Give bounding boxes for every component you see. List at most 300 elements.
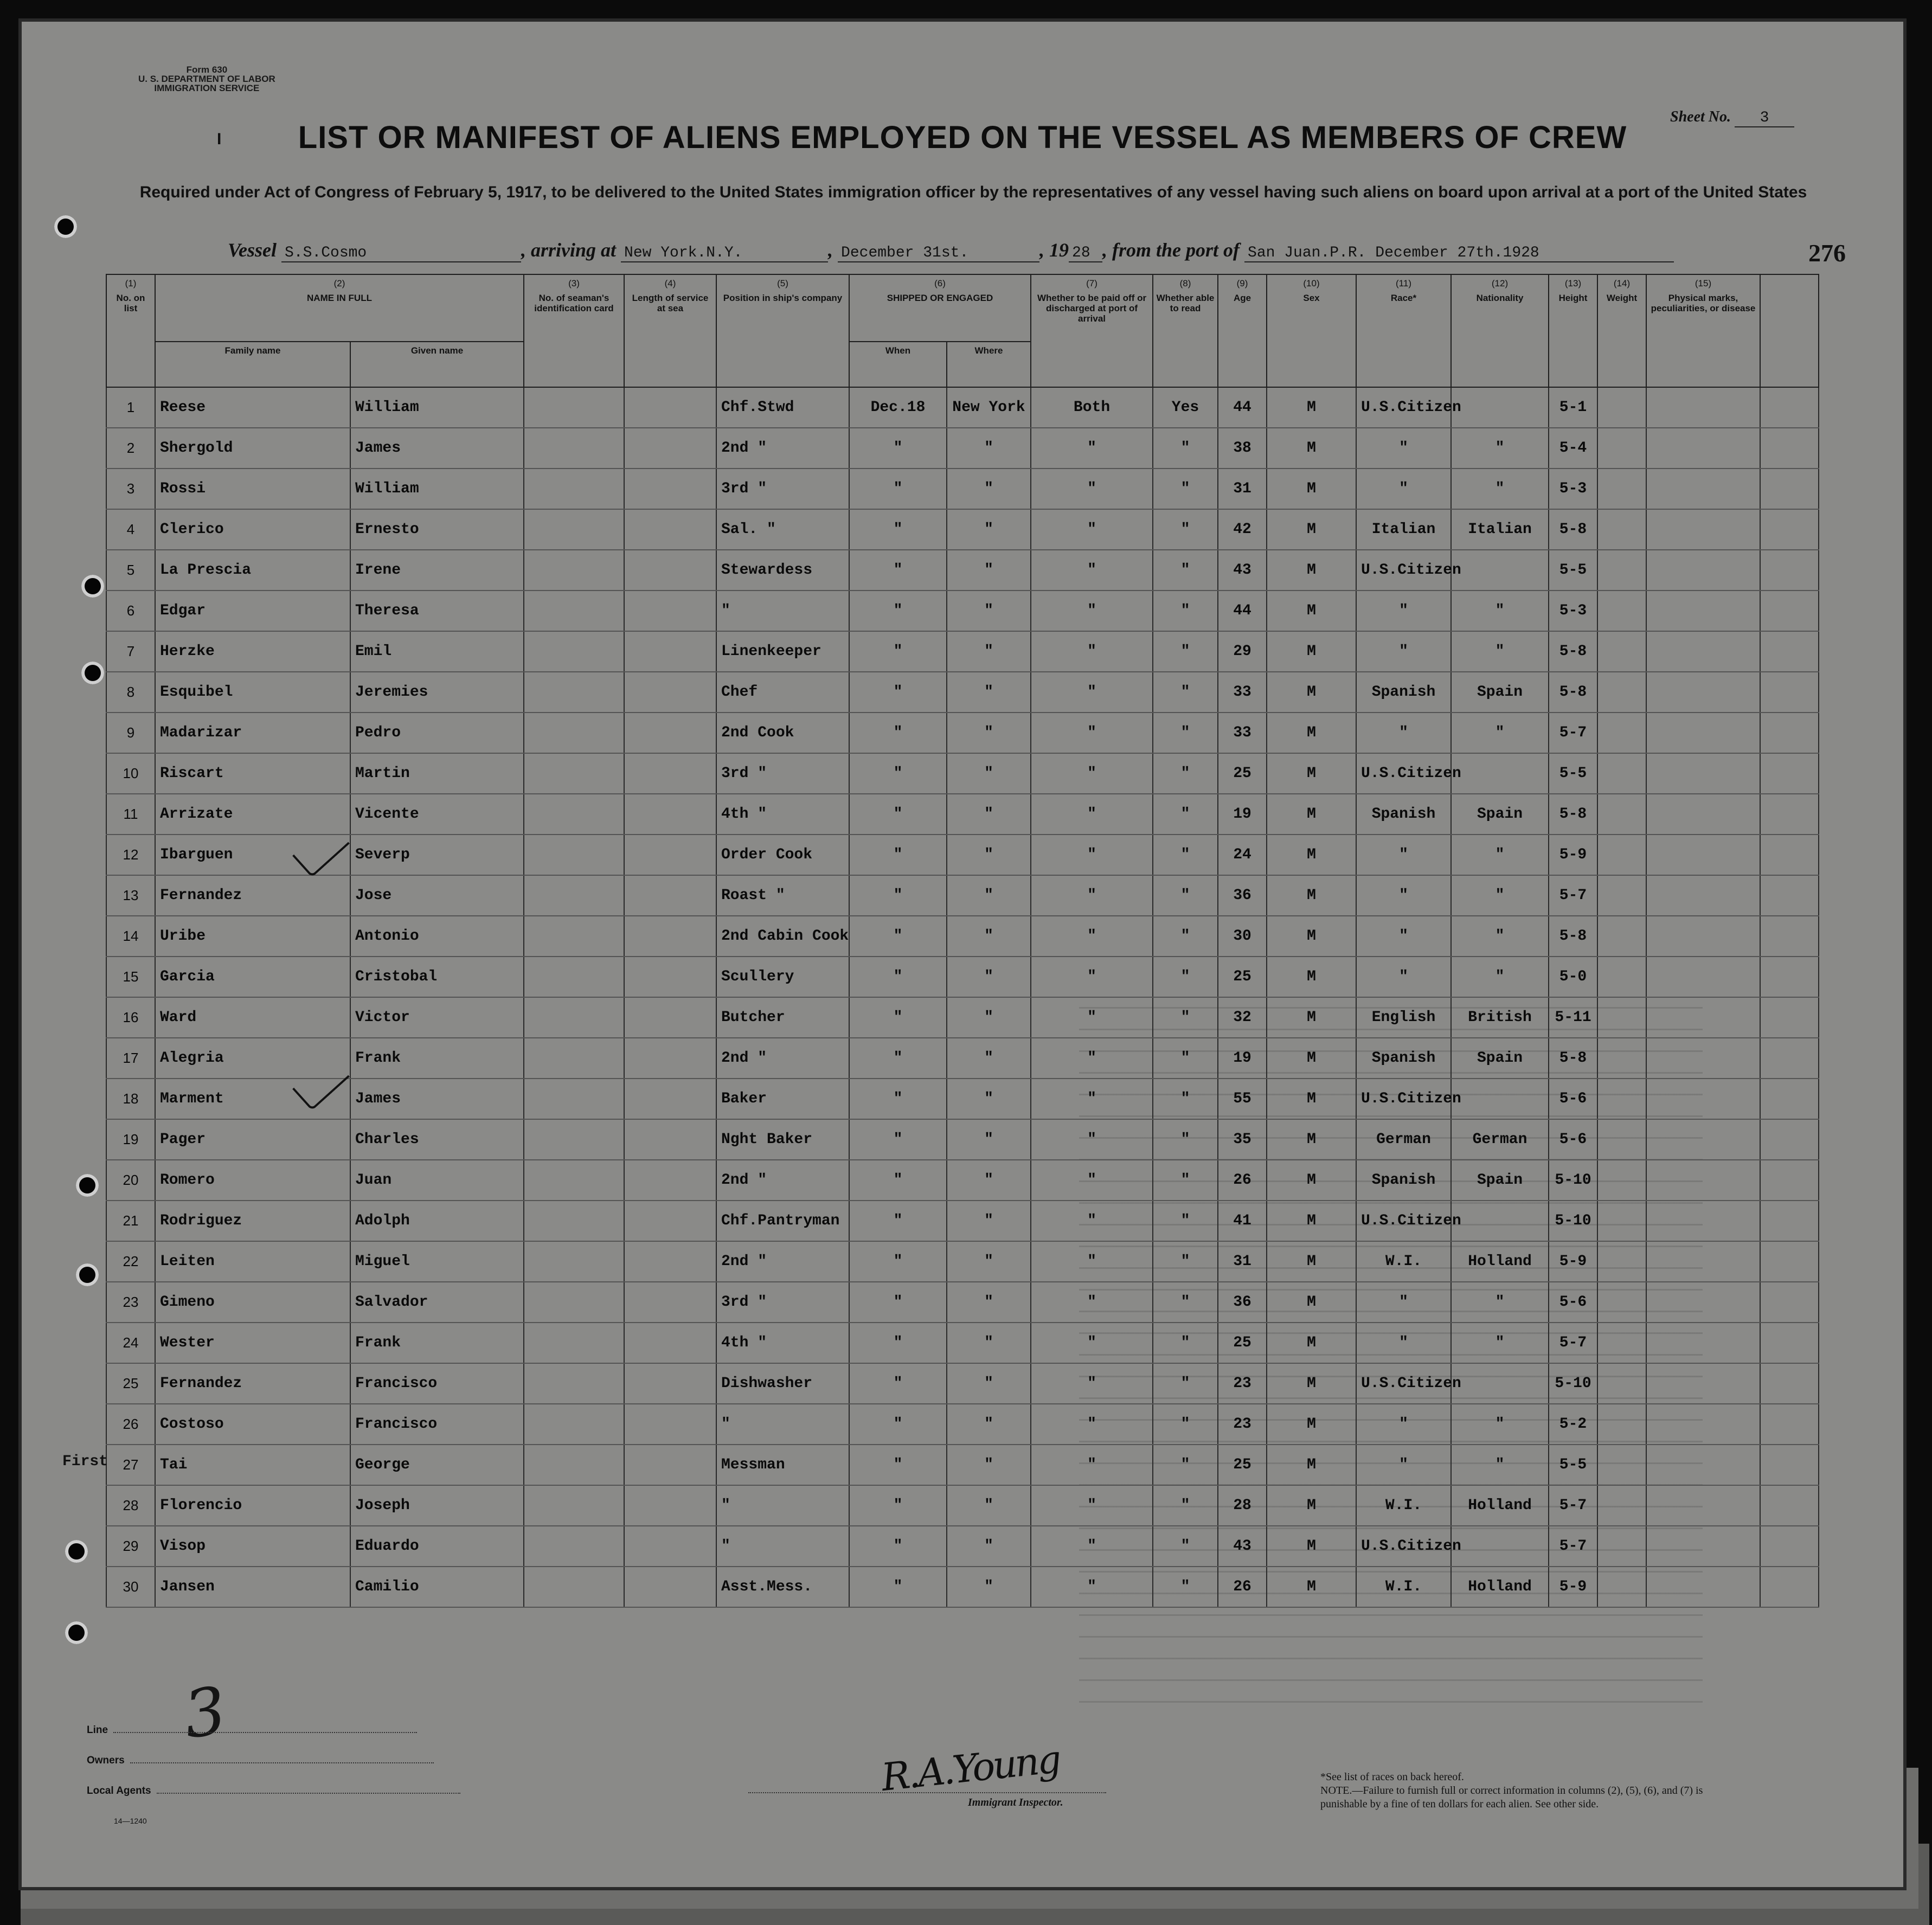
cell-race: " xyxy=(1356,1404,1451,1445)
cell-blank xyxy=(1760,631,1819,672)
cell-where: " xyxy=(947,1079,1031,1119)
cell-when: " xyxy=(849,1445,947,1485)
cell-nationality: " xyxy=(1451,957,1549,997)
footnote-races: *See list of races on back hereof. xyxy=(1320,1771,1464,1783)
cell-race: German xyxy=(1356,1119,1451,1160)
cell-weight xyxy=(1597,1567,1646,1607)
cell-height: 5-6 xyxy=(1549,1079,1597,1119)
cell-id-card xyxy=(524,1282,624,1323)
cell-service-length xyxy=(624,1160,716,1201)
cell-list-no: 16 xyxy=(106,997,155,1038)
cell-able-to-read: " xyxy=(1153,428,1218,469)
cell-position: " xyxy=(716,1485,849,1526)
cell-where: " xyxy=(947,835,1031,875)
cell-list-no: 24 xyxy=(106,1323,155,1363)
cell-able-to-read: " xyxy=(1153,713,1218,753)
cell-where: " xyxy=(947,1038,1031,1079)
cell-given-name: Frank xyxy=(350,1038,524,1079)
cell-paid-off: " xyxy=(1031,428,1153,469)
cell-able-to-read: " xyxy=(1153,1567,1218,1607)
cell-sex: M xyxy=(1267,631,1356,672)
cell-when: " xyxy=(849,1485,947,1526)
cell-service-length xyxy=(624,469,716,509)
cell-paid-off: " xyxy=(1031,957,1153,997)
cell-nationality xyxy=(1451,1201,1549,1241)
cell-weight xyxy=(1597,753,1646,794)
cell-where: " xyxy=(947,1445,1031,1485)
cell-physical-marks xyxy=(1646,835,1760,875)
cell-position: Stewardess xyxy=(716,550,849,591)
cell-family-name: Alegria xyxy=(155,1038,350,1079)
table-row xyxy=(106,1567,1819,1607)
cell-paid-off: " xyxy=(1031,1567,1153,1607)
cell-age: 26 xyxy=(1218,1160,1267,1201)
cell-when: " xyxy=(849,469,947,509)
cell-list-no: 3 xyxy=(106,469,155,509)
cell-height: 5-5 xyxy=(1549,550,1597,591)
cell-position: Scullery xyxy=(716,957,849,997)
cell-sex: M xyxy=(1267,794,1356,835)
cell-id-card xyxy=(524,387,624,428)
cell-service-length xyxy=(624,550,716,591)
cell-age: 33 xyxy=(1218,672,1267,713)
cell-given-name: James xyxy=(350,1079,524,1119)
cell-blank xyxy=(1760,428,1819,469)
cell-blank xyxy=(1760,1160,1819,1201)
cell-paid-off: " xyxy=(1031,997,1153,1038)
cell-age: 26 xyxy=(1218,1567,1267,1607)
cell-physical-marks xyxy=(1646,1282,1760,1323)
cell-nationality: Spain xyxy=(1451,794,1549,835)
cell-given-name: George xyxy=(350,1445,524,1485)
cell-service-length xyxy=(624,509,716,550)
cell-family-name: Tai xyxy=(155,1445,350,1485)
cell-when: " xyxy=(849,1160,947,1201)
col-header-weight: (14) Weight xyxy=(1597,274,1646,387)
cell-position: 2nd " xyxy=(716,1160,849,1201)
cell-able-to-read: " xyxy=(1153,1282,1218,1323)
cell-paid-off: Both xyxy=(1031,387,1153,428)
cell-weight xyxy=(1597,1323,1646,1363)
table-row xyxy=(106,469,1819,509)
table-row xyxy=(106,1038,1819,1079)
cell-nationality: Italian xyxy=(1451,509,1549,550)
cell-height: 5-7 xyxy=(1549,1485,1597,1526)
cell-id-card xyxy=(524,753,624,794)
cell-sex: M xyxy=(1267,1485,1356,1526)
cell-blank xyxy=(1760,1363,1819,1404)
cell-id-card xyxy=(524,1079,624,1119)
cell-able-to-read: " xyxy=(1153,1404,1218,1445)
cell-physical-marks xyxy=(1646,1567,1760,1607)
cell-given-name: Miguel xyxy=(350,1241,524,1282)
cell-when: " xyxy=(849,1201,947,1241)
cell-sex: M xyxy=(1267,753,1356,794)
table-row xyxy=(106,1201,1819,1241)
cell-family-name: Florencio xyxy=(155,1485,350,1526)
cell-family-name: Fernandez xyxy=(155,875,350,916)
cell-sex: M xyxy=(1267,1119,1356,1160)
punch-hole xyxy=(54,215,77,238)
cell-age: 23 xyxy=(1218,1404,1267,1445)
cell-nationality: " xyxy=(1451,591,1549,631)
cell-paid-off: " xyxy=(1031,1201,1153,1241)
cell-when: " xyxy=(849,1567,947,1607)
cell-service-length xyxy=(624,1526,716,1567)
cell-sex: M xyxy=(1267,1567,1356,1607)
cell-blank xyxy=(1760,835,1819,875)
cell-service-length xyxy=(624,916,716,957)
cell-weight xyxy=(1597,1119,1646,1160)
cell-where: " xyxy=(947,469,1031,509)
cell-nationality: " xyxy=(1451,469,1549,509)
corner-mark: I xyxy=(217,130,222,148)
cell-physical-marks xyxy=(1646,1485,1760,1526)
cell-nationality: " xyxy=(1451,835,1549,875)
cell-id-card xyxy=(524,509,624,550)
cell-age: 42 xyxy=(1218,509,1267,550)
col-header-given-name: Given name xyxy=(350,342,524,387)
form-number: Form 630 xyxy=(186,65,228,75)
vessel-name: S.S.Cosmo xyxy=(281,245,521,262)
cell-id-card xyxy=(524,631,624,672)
cell-physical-marks xyxy=(1646,1323,1760,1363)
cell-nationality: Holland xyxy=(1451,1567,1549,1607)
cell-list-no: 13 xyxy=(106,875,155,916)
cell-nationality: Spain xyxy=(1451,672,1549,713)
cell-blank xyxy=(1760,997,1819,1038)
cell-where: " xyxy=(947,713,1031,753)
cell-weight xyxy=(1597,997,1646,1038)
cell-service-length xyxy=(624,957,716,997)
cell-physical-marks xyxy=(1646,1241,1760,1282)
cell-weight xyxy=(1597,1282,1646,1323)
cell-age: 19 xyxy=(1218,794,1267,835)
cell-age: 32 xyxy=(1218,997,1267,1038)
cell-blank xyxy=(1760,387,1819,428)
cell-physical-marks xyxy=(1646,1160,1760,1201)
cell-sex: M xyxy=(1267,591,1356,631)
cell-family-name: Fernandez xyxy=(155,1363,350,1404)
cell-nationality: Holland xyxy=(1451,1241,1549,1282)
cell-family-name: Jansen xyxy=(155,1567,350,1607)
cell-paid-off: " xyxy=(1031,875,1153,916)
cell-given-name: Frank xyxy=(350,1323,524,1363)
cell-age: 36 xyxy=(1218,875,1267,916)
cell-family-name: Visop xyxy=(155,1526,350,1567)
cell-blank xyxy=(1760,916,1819,957)
cell-id-card xyxy=(524,1363,624,1404)
cell-age: 30 xyxy=(1218,916,1267,957)
cell-given-name: Camilio xyxy=(350,1567,524,1607)
cell-given-name: Victor xyxy=(350,997,524,1038)
cell-nationality: Spain xyxy=(1451,1038,1549,1079)
cell-race: English xyxy=(1356,997,1451,1038)
table-row xyxy=(106,1526,1819,1567)
col-header-service-length: (4) Length of service at sea xyxy=(624,274,716,387)
cell-weight xyxy=(1597,1526,1646,1567)
cell-nationality: " xyxy=(1451,1445,1549,1485)
cell-position: 3rd " xyxy=(716,1282,849,1323)
footer-fields xyxy=(87,1724,460,1815)
cell-where: " xyxy=(947,753,1031,794)
cell-weight xyxy=(1597,1160,1646,1201)
table-row xyxy=(106,428,1819,469)
cell-id-card xyxy=(524,1323,624,1363)
cell-position: Order Cook xyxy=(716,835,849,875)
cell-blank xyxy=(1760,509,1819,550)
cell-nationality xyxy=(1451,753,1549,794)
cell-when: " xyxy=(849,1038,947,1079)
cell-race: " xyxy=(1356,591,1451,631)
cell-race: " xyxy=(1356,1445,1451,1485)
cell-able-to-read: " xyxy=(1153,1160,1218,1201)
cell-family-name: Rodriguez xyxy=(155,1201,350,1241)
cell-when: " xyxy=(849,591,947,631)
cell-given-name: Adolph xyxy=(350,1201,524,1241)
col-header-paid-off: (7) Whether to be paid off or discharged at port of arrival xyxy=(1031,274,1153,387)
cell-sex: M xyxy=(1267,1445,1356,1485)
cell-paid-off: " xyxy=(1031,835,1153,875)
table-row xyxy=(106,1363,1819,1404)
cell-given-name: Theresa xyxy=(350,591,524,631)
cell-blank xyxy=(1760,753,1819,794)
cell-height: 5-10 xyxy=(1549,1201,1597,1241)
cell-physical-marks xyxy=(1646,1526,1760,1567)
cell-where: " xyxy=(947,1160,1031,1201)
cell-list-no: 17 xyxy=(106,1038,155,1079)
cell-blank xyxy=(1760,1485,1819,1526)
cell-service-length xyxy=(624,794,716,835)
cell-family-name: Clerico xyxy=(155,509,350,550)
cell-blank xyxy=(1760,1323,1819,1363)
cell-blank xyxy=(1760,794,1819,835)
cell-weight xyxy=(1597,875,1646,916)
cell-list-no: 4 xyxy=(106,509,155,550)
cell-sex: M xyxy=(1267,550,1356,591)
cell-given-name: Vicente xyxy=(350,794,524,835)
col-header-when: When xyxy=(849,342,947,387)
signature-line xyxy=(748,1792,1106,1793)
cell-age: 25 xyxy=(1218,1323,1267,1363)
cell-able-to-read: " xyxy=(1153,1038,1218,1079)
cell-height: 5-3 xyxy=(1549,469,1597,509)
cell-id-card xyxy=(524,1038,624,1079)
cell-weight xyxy=(1597,794,1646,835)
cell-able-to-read: " xyxy=(1153,997,1218,1038)
table-row xyxy=(106,713,1819,753)
cell-able-to-read: " xyxy=(1153,1079,1218,1119)
cell-physical-marks xyxy=(1646,1079,1760,1119)
cell-blank xyxy=(1760,1445,1819,1485)
arrival-year: 28 xyxy=(1069,245,1102,262)
cell-able-to-read: " xyxy=(1153,835,1218,875)
cell-where: " xyxy=(947,1323,1031,1363)
cell-height: 5-4 xyxy=(1549,428,1597,469)
cell-able-to-read: " xyxy=(1153,1119,1218,1160)
cell-when: " xyxy=(849,875,947,916)
cell-height: 5-9 xyxy=(1549,1241,1597,1282)
cell-race: U.S.Citizen xyxy=(1356,550,1451,591)
cell-paid-off: " xyxy=(1031,509,1153,550)
cell-family-name: Reese xyxy=(155,387,350,428)
cell-list-no: 8 xyxy=(106,672,155,713)
cell-when: " xyxy=(849,957,947,997)
cell-sex: M xyxy=(1267,916,1356,957)
cell-nationality xyxy=(1451,1079,1549,1119)
cell-where: " xyxy=(947,550,1031,591)
cell-given-name: Charles xyxy=(350,1119,524,1160)
cell-sex: M xyxy=(1267,997,1356,1038)
cell-height: 5-2 xyxy=(1549,1404,1597,1445)
cell-id-card xyxy=(524,672,624,713)
cell-able-to-read: " xyxy=(1153,509,1218,550)
cell-physical-marks xyxy=(1646,875,1760,916)
cell-family-name: Edgar xyxy=(155,591,350,631)
cell-position: Messman xyxy=(716,1445,849,1485)
cell-blank xyxy=(1760,875,1819,916)
cell-paid-off: " xyxy=(1031,713,1153,753)
cell-list-no: 21 xyxy=(106,1201,155,1241)
cell-id-card xyxy=(524,1201,624,1241)
table-row xyxy=(106,387,1819,428)
cell-family-name: Riscart xyxy=(155,753,350,794)
cell-sex: M xyxy=(1267,957,1356,997)
cell-weight xyxy=(1597,1363,1646,1404)
cell-physical-marks xyxy=(1646,1038,1760,1079)
cell-when: " xyxy=(849,713,947,753)
cell-position: Chf.Pantryman xyxy=(716,1201,849,1241)
col-header-name: (2) NAME IN FULL xyxy=(155,274,524,342)
cell-height: 5-6 xyxy=(1549,1282,1597,1323)
cell-race: W.I. xyxy=(1356,1241,1451,1282)
vessel-line: Vessel S.S.Cosmo , arriving at New York.N.Y. , December 31st. , 19 28 , from the port of San Juan.P.R. December 27th.1928 xyxy=(228,239,1674,262)
cell-race: Spanish xyxy=(1356,1160,1451,1201)
cell-able-to-read: " xyxy=(1153,550,1218,591)
cell-list-no: 6 xyxy=(106,591,155,631)
cell-blank xyxy=(1760,1079,1819,1119)
col-header-age: (9) Age xyxy=(1218,274,1267,387)
cell-race: " xyxy=(1356,713,1451,753)
cell-family-name: Pager xyxy=(155,1119,350,1160)
cell-nationality: " xyxy=(1451,916,1549,957)
cell-age: 25 xyxy=(1218,753,1267,794)
cell-able-to-read: " xyxy=(1153,591,1218,631)
cell-family-name: Shergold xyxy=(155,428,350,469)
cell-list-no: 14 xyxy=(106,916,155,957)
cell-position: Nght Baker xyxy=(716,1119,849,1160)
cell-family-name: Arrizate xyxy=(155,794,350,835)
cell-family-name: Gimeno xyxy=(155,1282,350,1323)
cell-physical-marks xyxy=(1646,387,1760,428)
cell-age: 31 xyxy=(1218,469,1267,509)
cell-blank xyxy=(1760,1567,1819,1607)
cell-age: 44 xyxy=(1218,387,1267,428)
cell-weight xyxy=(1597,672,1646,713)
cell-age: 19 xyxy=(1218,1038,1267,1079)
cell-paid-off: " xyxy=(1031,1241,1153,1282)
cell-sex: M xyxy=(1267,469,1356,509)
cell-list-no: 12 xyxy=(106,835,155,875)
cell-able-to-read: " xyxy=(1153,1201,1218,1241)
cell-age: 25 xyxy=(1218,1445,1267,1485)
cell-nationality: German xyxy=(1451,1119,1549,1160)
cell-list-no: 1 xyxy=(106,387,155,428)
departure-port: San Juan.P.R. December 27th.1928 xyxy=(1244,245,1674,262)
footnotes xyxy=(1320,1770,1743,1811)
cell-family-name: Romero xyxy=(155,1160,350,1201)
cell-position: 4th " xyxy=(716,794,849,835)
cell-service-length xyxy=(624,1485,716,1526)
cell-sex: M xyxy=(1267,387,1356,428)
cell-race: U.S.Citizen xyxy=(1356,1363,1451,1404)
cell-physical-marks xyxy=(1646,1445,1760,1485)
cell-when: " xyxy=(849,1323,947,1363)
cell-paid-off: " xyxy=(1031,550,1153,591)
cell-paid-off: " xyxy=(1031,1038,1153,1079)
table-row xyxy=(106,509,1819,550)
cell-given-name: Francisco xyxy=(350,1404,524,1445)
cell-race: " xyxy=(1356,469,1451,509)
cell-nationality xyxy=(1451,387,1549,428)
cell-able-to-read: " xyxy=(1153,957,1218,997)
cell-position: 2nd " xyxy=(716,1038,849,1079)
cell-family-name: Garcia xyxy=(155,957,350,997)
cell-height: 5-8 xyxy=(1549,672,1597,713)
table-row xyxy=(106,835,1819,875)
col-header-able-to-read: (8) Whether able to read xyxy=(1153,274,1218,387)
cell-race: " xyxy=(1356,1282,1451,1323)
cell-where: New York xyxy=(947,387,1031,428)
arrival-date: December 31st. xyxy=(838,245,1039,262)
cell-family-name: Uribe xyxy=(155,916,350,957)
cell-list-no: 19 xyxy=(106,1119,155,1160)
cell-age: 31 xyxy=(1218,1241,1267,1282)
cell-given-name: Francisco xyxy=(350,1363,524,1404)
cell-height: 5-8 xyxy=(1549,509,1597,550)
cell-weight xyxy=(1597,550,1646,591)
table-row xyxy=(106,1485,1819,1526)
cell-race: " xyxy=(1356,957,1451,997)
cell-nationality xyxy=(1451,550,1549,591)
cell-when: " xyxy=(849,1282,947,1323)
cell-age: 28 xyxy=(1218,1485,1267,1526)
cell-family-name: La Prescia xyxy=(155,550,350,591)
cell-age: 55 xyxy=(1218,1079,1267,1119)
cell-position: Butcher xyxy=(716,997,849,1038)
cell-blank xyxy=(1760,1038,1819,1079)
cell-service-length xyxy=(624,1079,716,1119)
line-field: Line xyxy=(87,1724,460,1755)
crew-rows xyxy=(106,387,1819,1607)
cell-when: " xyxy=(849,672,947,713)
cell-race: W.I. xyxy=(1356,1485,1451,1526)
cell-nationality: " xyxy=(1451,1282,1549,1323)
cell-where: " xyxy=(947,916,1031,957)
cell-sex: M xyxy=(1267,1282,1356,1323)
cell-physical-marks xyxy=(1646,469,1760,509)
cell-height: 5-1 xyxy=(1549,387,1597,428)
table-row xyxy=(106,631,1819,672)
col-header-list-no: (1) No. on list xyxy=(106,274,155,387)
cell-weight xyxy=(1597,1485,1646,1526)
table-row xyxy=(106,875,1819,916)
cell-race: " xyxy=(1356,875,1451,916)
cell-race: Spanish xyxy=(1356,794,1451,835)
table-row xyxy=(106,1079,1819,1119)
cell-when: " xyxy=(849,1119,947,1160)
cell-able-to-read: " xyxy=(1153,1445,1218,1485)
